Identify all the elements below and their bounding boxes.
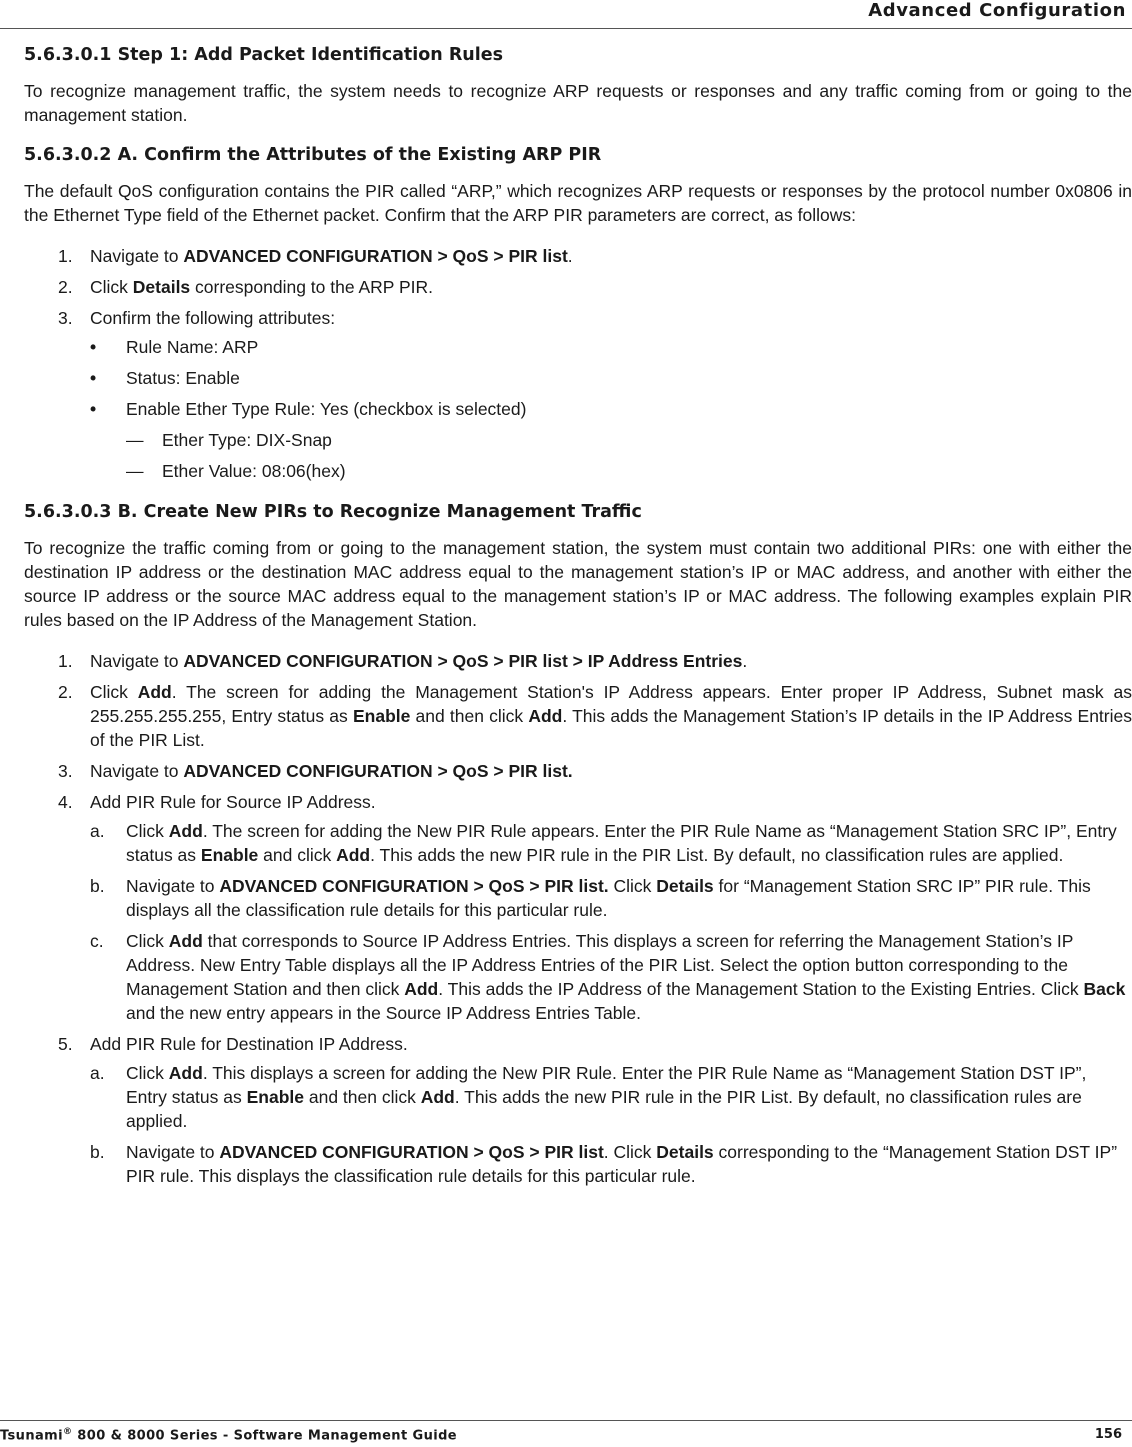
section-heading-confirm-arp: 5.6.3.0.2 A. Confirm the Attributes of the Existing ARP PIR xyxy=(24,145,602,165)
list-item: 5. Add PIR Rule for Destination IP Address. a. Click Add. This displays a screen for adding the New PIR Rule. Enter the PIR Rule Name as “Management Station DST IP”, Entry status as Enable and then click Add. This adds the new PIR rule in the PIR List. By default, no classification rules are applied. b. Navigate to ADVANCED CONFIGURATION > QoS > PIR list. Click Details corresponding to the “Management Station DST IP” PIR rule. This displays the classification rule details for this particular rule. xyxy=(24,1032,1132,1188)
substep-list xyxy=(90,1061,1132,1188)
substep-letter: a. xyxy=(90,1063,105,1083)
bullet-icon: • xyxy=(90,337,97,357)
list-item: b. Navigate to ADVANCED CONFIGURATION > QoS > PIR list. Click Details for “Management Station SRC IP” PIR rule. This displays all the classification rule details for this particular rule. xyxy=(90,876,1091,920)
dash-icon: — xyxy=(126,430,144,450)
list-item: 2. Click Add. The screen for adding the Management Station's IP Address appears. Enter proper IP Address, Subnet mask as 255.255.255.255, Entry status as Enable and then click Add. This adds the Management Station’s IP details in the IP Address Entries of the PIR List. xyxy=(58,682,1132,750)
substep-letter: b. xyxy=(90,876,105,896)
page-number: 156 xyxy=(1094,1427,1122,1442)
section-paragraph-confirm-arp: The default QoS configuration contains the PIR called “ARP,” which recognizes ARP requests or responses by the protocol number 0x0806 in the Ethernet Type field of the Ethernet packet. Confirm that the ARP PIR parameters are correct, as follows: xyxy=(24,181,1132,225)
list-item: — Ether Type: DIX-Snap xyxy=(126,430,332,450)
confirm-arp-steps xyxy=(24,244,1132,483)
list-item: 1. Navigate to ADVANCED CONFIGURATION > QoS > PIR list. xyxy=(58,246,573,266)
list-item: 1. Navigate to ADVANCED CONFIGURATION > QoS > PIR list > IP Address Entries. xyxy=(58,651,748,671)
page-content xyxy=(24,44,1132,1206)
bullet-icon: • xyxy=(90,399,97,419)
list-item: a. Click Add. This displays a screen for adding the New PIR Rule. Enter the PIR Rule Name as “Management Station DST IP”, Entry status as Enable and then click Add. This adds the new PIR rule in the PIR List. By default, no classification rules are applied. xyxy=(90,1063,1087,1131)
list-item: — Ether Value: 08:06(hex) xyxy=(126,461,346,481)
bullet-icon: • xyxy=(90,368,97,388)
footer-divider xyxy=(0,1420,1132,1421)
footer-guide-title: Tsunami® 800 & 8000 Series - Software Management Guide xyxy=(0,1427,458,1444)
running-header-title: Advanced Configuration xyxy=(868,0,1126,21)
ui-term: Details xyxy=(132,277,191,297)
substep-letter: b. xyxy=(90,1142,105,1162)
step-number: 1. xyxy=(58,651,73,671)
menu-path: ADVANCED CONFIGURATION > QoS > PIR list > IP Address Entries xyxy=(183,651,743,671)
step-number: 4. xyxy=(58,792,73,812)
step-number: 5. xyxy=(58,1034,73,1054)
list-item: a. Click Add. The screen for adding the New PIR Rule appears. Enter the PIR Rule Name as “Management Station SRC IP”, Entry status as Enable and click Add. This adds the new PIR rule in the PIR List. By default, no classification rules are applied. xyxy=(90,821,1117,865)
list-item: • Enable Ether Type Rule: Yes (checkbox is selected) xyxy=(90,399,527,419)
list-item: 2. Click Details corresponding to the ARP PIR. xyxy=(58,277,434,297)
substep-letter: a. xyxy=(90,821,105,841)
list-item: c. Click Add that corresponds to Source IP Address Entries. This displays a screen for referring the Management Station’s IP Address. New Entry Table displays all the IP Address Entries of the PIR List. Select the option button corresponding to the Management Station and then click Add. This adds the IP Address of the Management Station to the Existing Entries. Click Back and the new entry appears in the Source IP Address Entries Table. xyxy=(90,931,1126,1023)
step-number: 3. xyxy=(58,308,73,328)
registered-mark: ® xyxy=(62,1427,73,1437)
section-paragraph-step1: To recognize management traffic, the system needs to recognize ARP requests or responses and any traffic coming from or going to the management station. xyxy=(24,81,1132,125)
substep-list xyxy=(90,819,1132,1025)
substep-letter: c. xyxy=(90,931,104,951)
step-number: 1. xyxy=(58,246,73,266)
step-number: 2. xyxy=(58,682,73,702)
list-item: b. Navigate to ADVANCED CONFIGURATION > QoS > PIR list. Click Details corresponding to the “Management Station DST IP” PIR rule. This displays the classification rule details for this particular rule. xyxy=(90,1142,1118,1186)
dash-icon: — xyxy=(126,461,144,481)
menu-path: ADVANCED CONFIGURATION > QoS > PIR list xyxy=(183,246,568,266)
list-item: 3. Confirm the following attributes: • Rule Name: ARP • Status: Enable • Enable Ether Type Rule: Yes (checkbox is selected) — Ether Type: DIX-Snap — Ether Value: 08:06(hex) xyxy=(24,306,1132,483)
create-pir-steps xyxy=(24,649,1132,1188)
step-number: 3. xyxy=(58,761,73,781)
attribute-list xyxy=(90,335,1132,483)
section-heading-step1: 5.6.3.0.1 Step 1: Add Packet Identification Rules xyxy=(24,45,504,65)
section-paragraph-create-pirs: To recognize the traffic coming from or going to the management station, the system must contain two additional PIRs: one with either the destination IP address or the destination MAC address equal to the management station’s IP or MAC address, and another with either the source IP address or the source MAC address equal to the management station’s IP or MAC address. The following examples explain PIR rules based on the IP Address of the Management Station. xyxy=(24,538,1132,630)
list-item: 4. Add PIR Rule for Source IP Address. a. Click Add. The screen for adding the New PIR Rule appears. Enter the PIR Rule Name as “Management Station SRC IP”, Entry status as Enable and click Add. This adds the new PIR rule in the PIR List. By default, no classification rules are applied. b. Navigate to ADVANCED CONFIGURATION > QoS > PIR list. Click Details for “Management Station SRC IP” PIR rule. This displays all the classification rule details for this particular rule. c. Click Add that corresponds to Source IP Address Entries. This displays a screen for referring the Management Station’s IP Address. New Entry Table displays all the IP Address Entries of the PIR List. Select the option button corresponding to the Management Station and then click Add. This adds the IP Address of the Management Station to the Existing Entries. Click Back and the new entry appears in the Source IP Address Entries Table. xyxy=(24,790,1132,1025)
list-item: • Status: Enable xyxy=(90,368,240,388)
list-item: 3. Navigate to ADVANCED CONFIGURATION > QoS > PIR list. xyxy=(58,761,573,781)
list-item: • Rule Name: ARP xyxy=(90,337,259,357)
section-heading-create-pirs: 5.6.3.0.3 B. Create New PIRs to Recognize Management Traffic xyxy=(24,502,642,522)
step-number: 2. xyxy=(58,277,73,297)
header-divider xyxy=(0,28,1132,29)
menu-path: ADVANCED CONFIGURATION > QoS > PIR list. xyxy=(183,761,573,781)
